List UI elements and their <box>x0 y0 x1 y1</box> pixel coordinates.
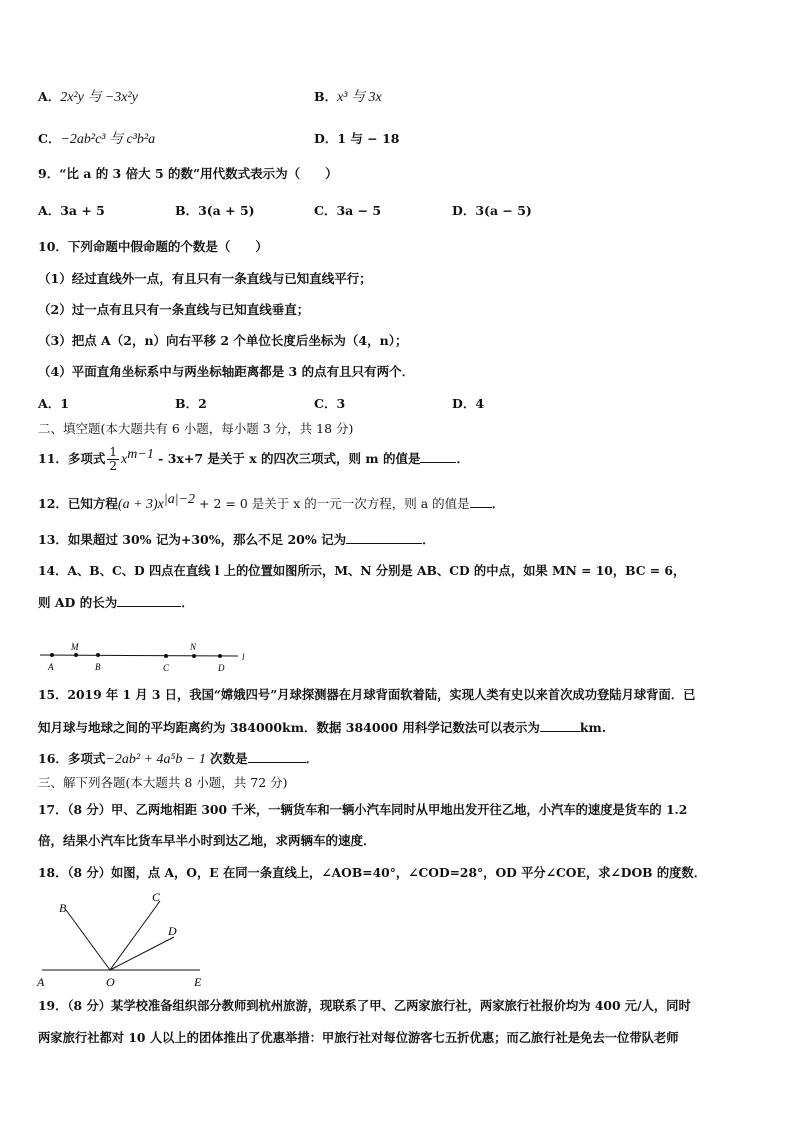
q19-line-2: 两家旅行社都对 10 人以上的团体推出了优惠举措：甲旅行社对每位游客七五折优惠；而乙旅行社是免去一位带队老师 <box>38 1030 679 1045</box>
q9-stem: 9．“比 a 的 3 倍大 5 的数”用代数式表示为（ ） <box>38 166 338 181</box>
q17-line-1: 17．（8 分）甲、乙两地相距 300 千米，一辆货车和一辆小汽车同时从甲地出发开往乙地，小汽车的速度是货车的 1.2 <box>38 802 688 817</box>
q8-option-c: C．−2ab²c³ 与 c³b²a <box>38 131 156 147</box>
label-b: B <box>95 662 101 672</box>
q11-fraction: $\frac{1}{2}$ <box>109 445 118 473</box>
section-3-heading: 三、解下列各题(本大题共 8 小题，共 72 分) <box>38 775 288 790</box>
q9-option-d: D．3(a − 5) <box>452 203 532 218</box>
q10-item-2: （2）过一点有且只有一条直线与已知直线垂直； <box>38 302 310 317</box>
label-m: M <box>71 642 79 652</box>
q10-option-a: A．1 <box>38 396 69 411</box>
q15-line-2: 知月球与地球之间的平均距离约为 384000km．数据 384000 用科学记数法可以表示为 km. <box>38 720 607 735</box>
q16-answer-blank <box>248 749 306 763</box>
label-l: l <box>242 652 245 662</box>
ray-oc <box>110 901 160 970</box>
label-c: C <box>152 890 161 904</box>
label-d: D <box>218 663 225 673</box>
q10-stem: 10．下列命题中假命题的个数是（ ） <box>38 239 268 254</box>
q14-line-2: 则 AD 的长为 ． <box>38 595 194 610</box>
q10-option-d: D．4 <box>452 396 485 411</box>
q13: 13．如果超过 30% 记为+30%，那么不足 20% 记为 ． <box>38 532 435 547</box>
ray-od <box>110 937 174 970</box>
line-l <box>40 655 238 656</box>
q14-line-1: 14．A、B、C、D 四点在直线 l 上的位置如图所示，M、N 分别是 AB、CD 的中点，如果 MN = 10，BC = 6， <box>38 563 686 578</box>
q10-option-b: B．2 <box>175 396 207 411</box>
q14-number-line-figure <box>38 636 258 676</box>
q8-option-a: A．2x²y 与 −3x²y <box>38 89 138 105</box>
q10-item-4: （4）平面直角坐标系中与两坐标轴距离都是 3 的点有且只有两个． <box>38 364 415 379</box>
q9-option-b: B．3(a + 5) <box>175 203 255 218</box>
q19-line-1: 19．（8 分）某学校准备组织部分教师到杭州旅游，现联系了甲、乙两家旅行社，两家旅行社报价均为 400 元/人，同时 <box>38 998 691 1013</box>
point-c-dot <box>164 654 168 658</box>
q15-answer-blank <box>540 718 580 732</box>
q8-option-b: B．x³ 与 3x <box>314 89 382 105</box>
q10-item-3: （3）把点 A（2，n）向右平移 2 个单位长度后坐标为（4，n）； <box>38 333 408 348</box>
point-m-dot <box>74 653 78 657</box>
point-n-dot <box>192 654 196 658</box>
q18-angle-figure <box>34 890 214 990</box>
q8-option-d: D．1 与 − 18 <box>314 131 400 146</box>
ray-ob <box>66 910 110 970</box>
point-d-dot <box>218 654 222 658</box>
label-c: C <box>163 663 170 673</box>
q11-answer-blank <box>420 449 456 463</box>
label-e: E <box>194 975 202 989</box>
q15-line-1: 15．2019 年 1 月 3 日，我国“嫦娥四号”月球探测器在月球背面软着陆，实现人类有史以来首次成功登陆月球背面．已 <box>38 687 696 702</box>
q9-option-c: C．3a − 5 <box>314 203 382 218</box>
q18-text: 18．（8 分）如图，点 A，O，E 在同一条直线上，∠AOB=40°，∠COD=28°，OD 平分∠COE，求∠DOB 的度数． <box>38 865 707 880</box>
q13-answer-blank <box>346 530 422 544</box>
label-a: A <box>48 662 54 672</box>
label-d: D <box>168 924 177 938</box>
label-o: O <box>106 975 115 989</box>
label-n: N <box>190 642 197 652</box>
q10-item-1: （1）经过直线外一点，有且只有一条直线与已知直线平行； <box>38 271 372 286</box>
q11: 11．多项式 $\frac{1}{2}$ $x^{m-1} - 3x+7$ 是关于 x 的四次三项式，则 m 的值是 ． <box>38 445 469 473</box>
q14-answer-blank <box>117 593 181 607</box>
point-a-dot <box>50 653 54 657</box>
q17-line-2: 倍，结果小汽车比货车早半小时到达乙地，求两辆车的速度． <box>38 833 376 848</box>
label-b: B <box>59 901 67 915</box>
point-b-dot <box>96 653 100 657</box>
section-2-heading: 二、填空题(本大题共有 6 小题，每小题 3 分，共 18 分) <box>38 421 354 436</box>
q9-option-a: A．3a + 5 <box>38 203 105 218</box>
q16: 16．多项式−2ab² + 4a⁵b − 1 次数是 ． <box>38 751 319 767</box>
q10-option-c: C．3 <box>314 396 346 411</box>
q12: 12．已知方程$(a + 3)x^{|a|-2} + 2 = 0$ 是关于 x 的一元一次方程，则 a 的值是 ． <box>38 491 505 512</box>
q12-answer-blank <box>470 494 492 508</box>
label-a: A <box>37 975 45 989</box>
